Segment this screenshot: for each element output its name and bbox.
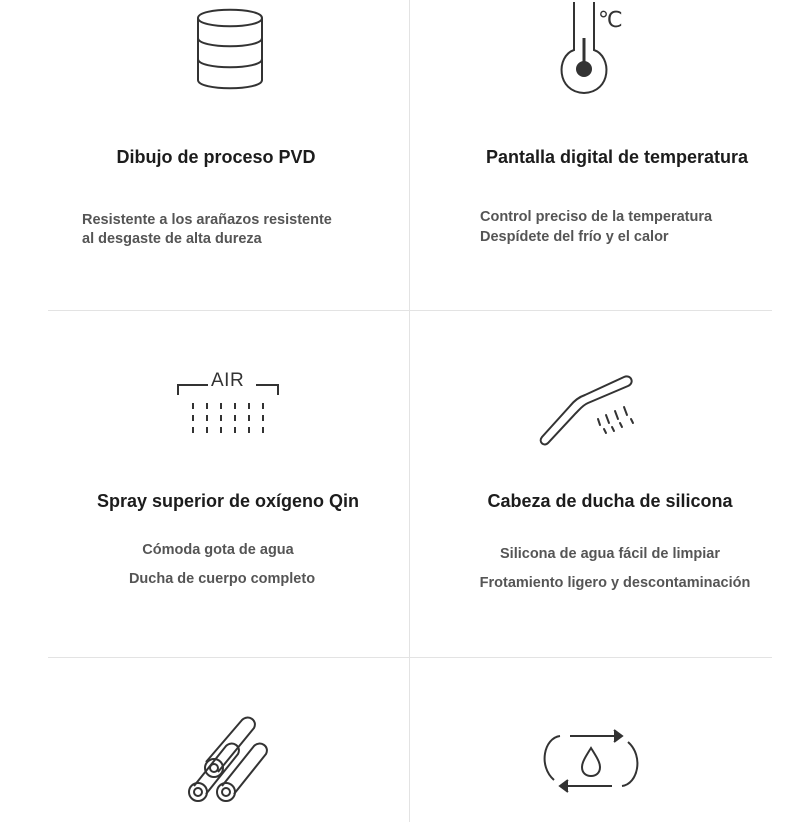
water-cycle-icon: [540, 726, 642, 796]
air-label: AIR: [211, 370, 245, 391]
row-divider-right-1: [410, 310, 772, 311]
pipes-icon: [186, 712, 274, 804]
feature-title-3: Spray superior de oxígeno Qin: [96, 491, 360, 511]
feature-desc-3-line-2: Ducha de cuerpo completo: [128, 571, 316, 587]
feature-desc-3-line-1: Cómoda gota de agua: [142, 542, 294, 558]
celsius-label: ℃: [598, 8, 623, 33]
row-divider-left-1: [48, 310, 409, 311]
vertical-divider: [409, 0, 410, 822]
feature-desc-2-line-2: Despídete del frío y el calor: [480, 229, 669, 245]
feature-title-4: Cabeza de ducha de silicona: [487, 491, 733, 511]
database-icon: [194, 0, 266, 94]
feature-desc-4-line-2: Frotamiento ligero y descontaminación: [479, 575, 751, 591]
feature-title-2: Pantalla digital de temperatura: [485, 147, 749, 167]
feature-title-1: Dibujo de proceso PVD: [116, 147, 316, 167]
row-divider-left-2: [48, 657, 409, 658]
feature-desc-1-line-2: al desgaste de alta dureza: [82, 231, 262, 247]
row-divider-right-2: [410, 657, 772, 658]
feature-desc-4-line-1: Silicona de agua fácil de limpiar: [500, 546, 720, 562]
feature-desc-2-line-1: Control preciso de la temperatura: [480, 209, 713, 225]
feature-desc-1-line-1: Resistente a los arañazos resistente: [82, 212, 332, 228]
shower-head-icon: [536, 373, 646, 449]
